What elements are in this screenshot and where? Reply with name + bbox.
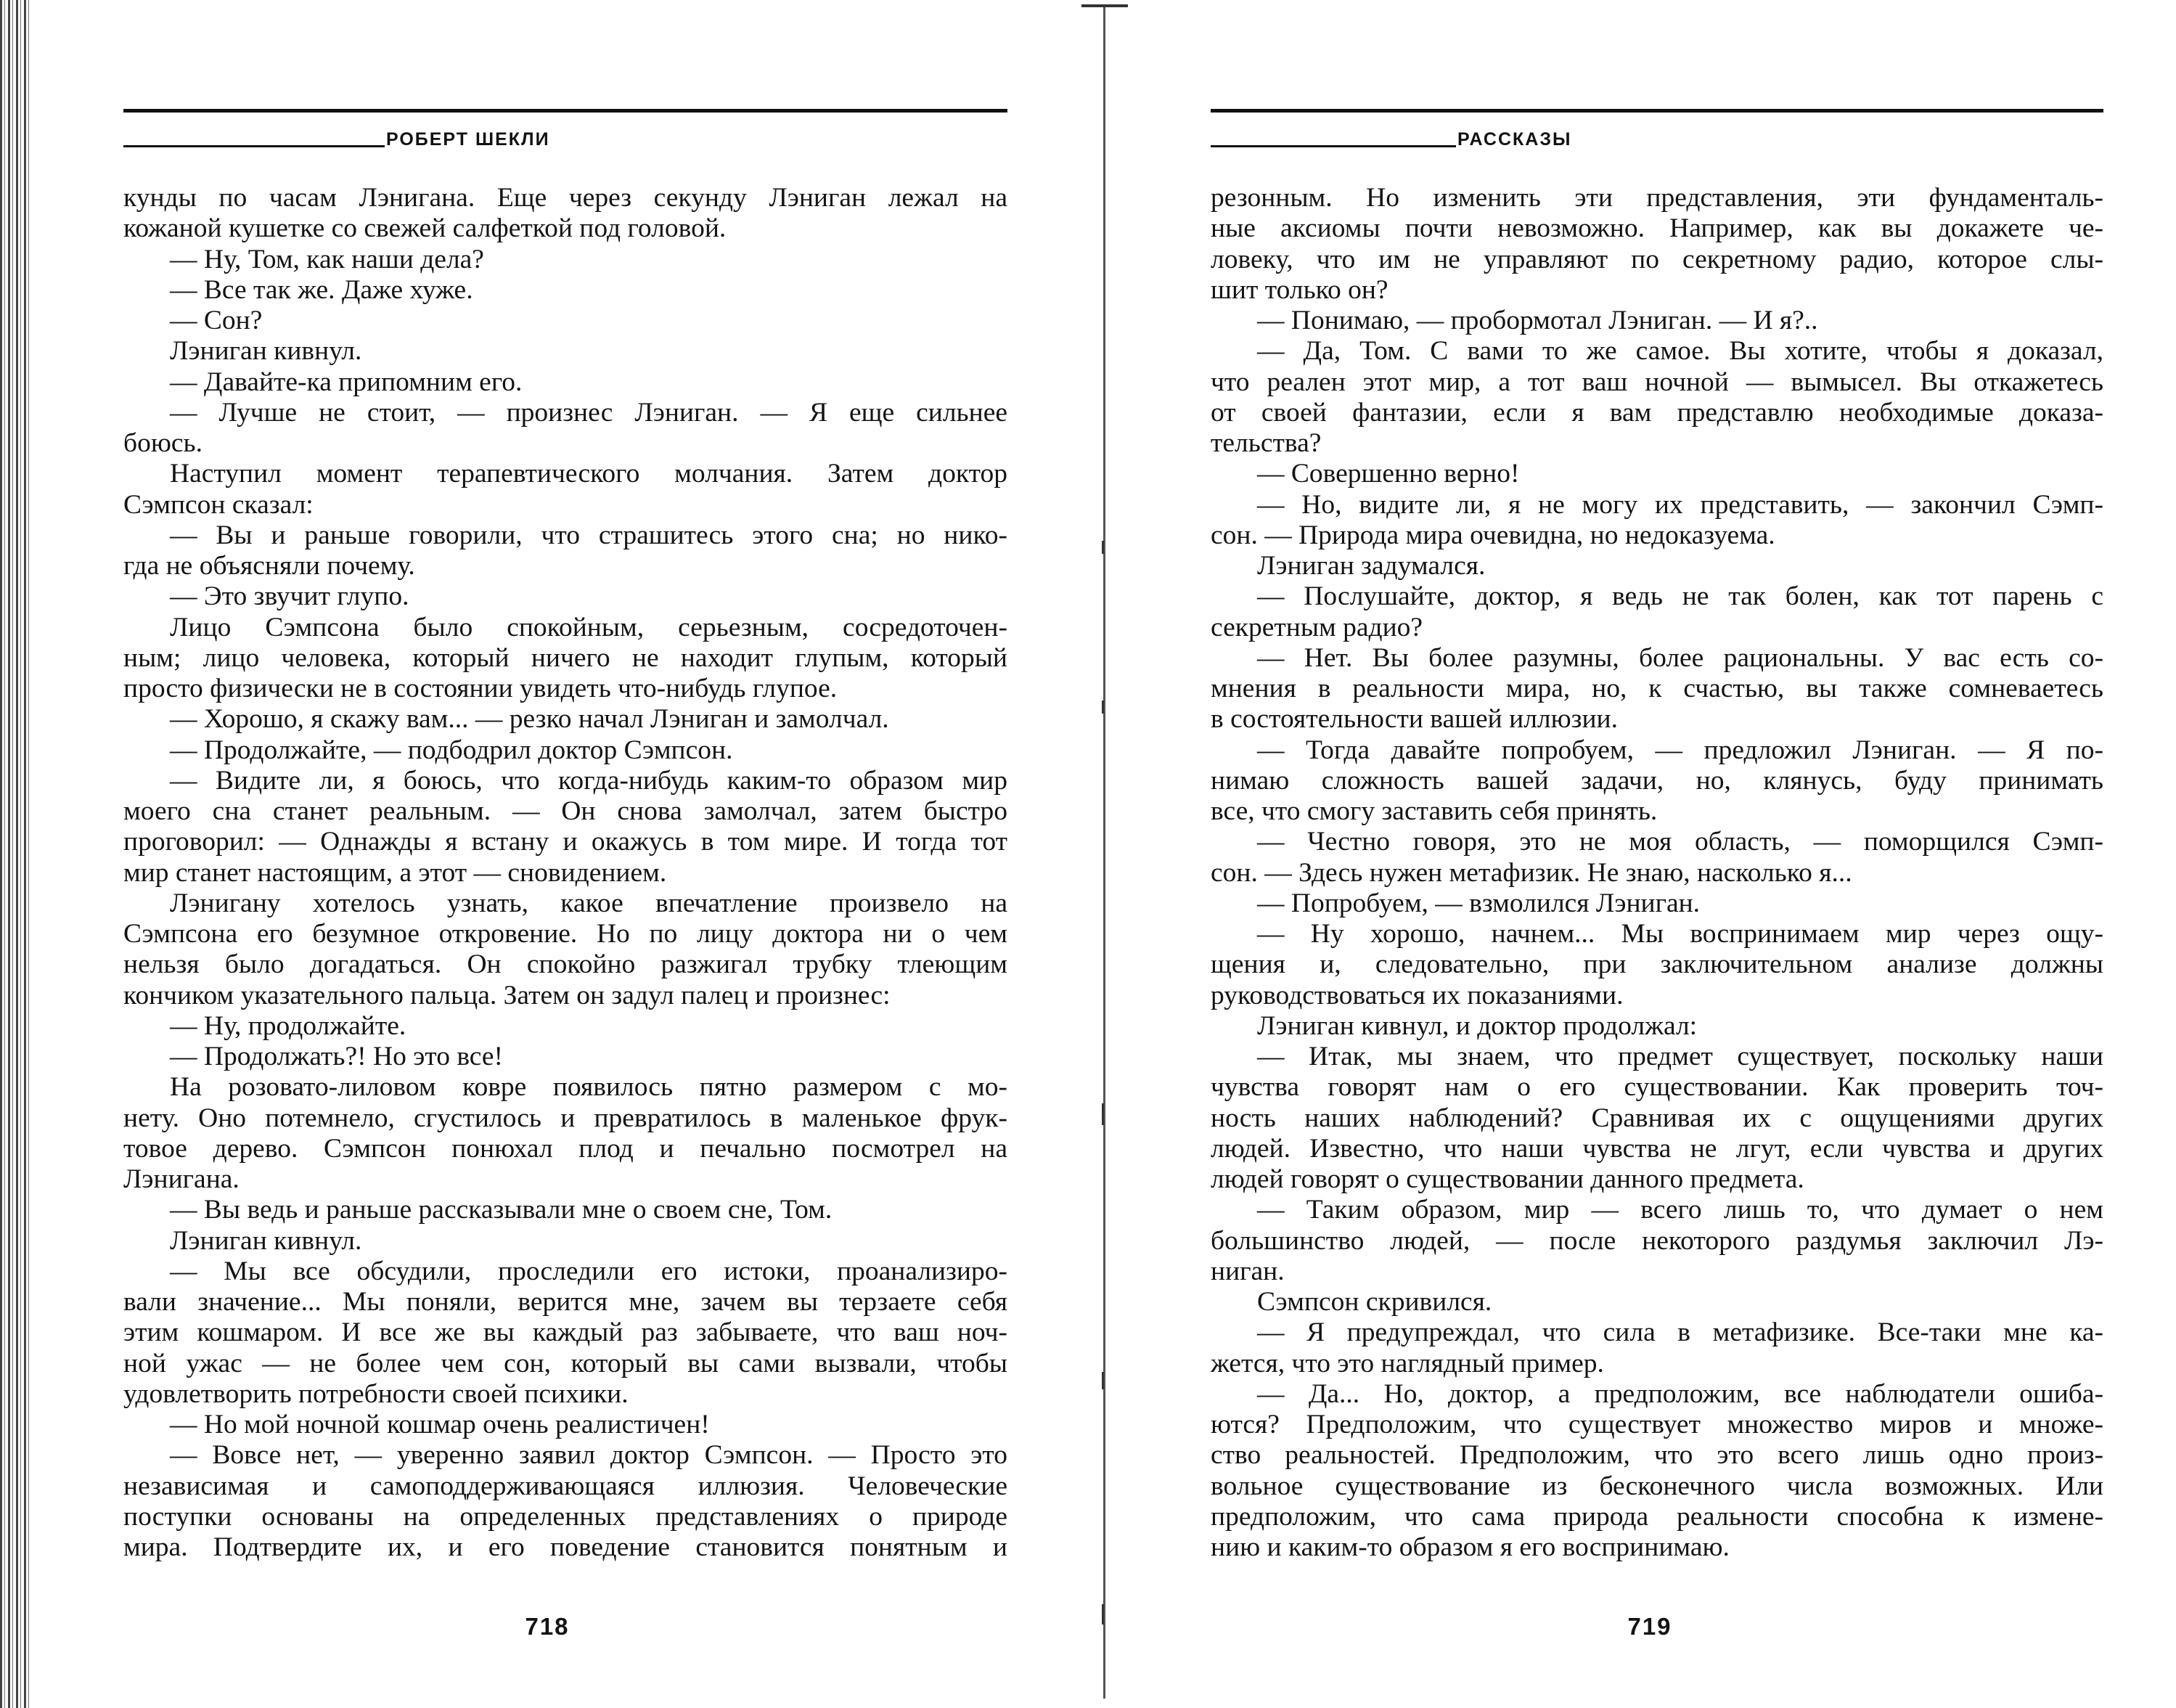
running-head-author: РОБЕРТ ШЕКЛИ [386, 129, 550, 150]
text-line: проговорил: — Однажды я встану и окажусь в том мире. И тогда тот [123, 827, 1007, 857]
text-line: — Послушайте, доктор, я ведь не так болен, как тот парень с [1257, 581, 2103, 612]
text-line: Лэниган кивнул. [170, 1225, 362, 1256]
text-line: чувства говорят нам о его существовании. Как проверить точ- [1211, 1072, 2103, 1103]
text-line: — Сон? [170, 306, 263, 335]
text-line: резонным. Но изменить эти представления, эти фундаменталь- [1211, 183, 2103, 213]
text-line: — Нет. Вы более разумны, более рациональны. У вас есть со- [1257, 642, 2103, 673]
text-line: щения и, следовательно, при заключительном анализе должны [1211, 949, 2103, 980]
text-line: ство реальностей. Предположим, что это всего лишь одно произ- [1211, 1440, 2103, 1471]
gutter-speck [1102, 700, 1104, 714]
text-line: шит только он? [1211, 274, 1388, 305]
text-line: Лицо Сэмпсона было спокойным, серьезным, сосредоточен- [170, 612, 1007, 642]
text-line: удовлетворить потребности своей психики. [123, 1378, 629, 1409]
page-number: 719 [1627, 1613, 1672, 1640]
right-page [1211, 0, 2103, 1708]
gutter-speck [1102, 1372, 1104, 1389]
text-line: вольное существование из бесконечного числа возможных. Или [1211, 1471, 2103, 1501]
text-line: Лэниган кивнул. [170, 336, 362, 367]
gutter-speck [1102, 1604, 1104, 1625]
text-line: — Да... Но, доктор, а предположим, все наблюдатели ошиба- [1257, 1378, 2103, 1409]
text-line: — Да, Том. С вами то же самое. Вы хотите, чтобы я доказал, [1257, 336, 2103, 367]
gutter-fold-line [1103, 7, 1105, 1699]
text-line: Лэнигана. [123, 1164, 240, 1194]
text-line: — Продолжать?! Но это все! [170, 1042, 504, 1071]
text-line: ность наших наблюдений? Сравнивая их с ощущениями других [1211, 1103, 2103, 1133]
text-line: сон. — Здесь нужен метафизик. Не знаю, насколько я... [1211, 857, 1852, 888]
running-head [1211, 129, 2103, 154]
text-line: Наступил момент терапевтического молчания. Затем доктор [170, 459, 1007, 489]
text-line: жется, что это наглядный пример. [1211, 1348, 1604, 1378]
text-line: людей. Известно, что наши чувства не лгут, если чувства и других [1211, 1133, 2103, 1164]
text-line: — Ну, продолжайте. [170, 1010, 406, 1041]
running-head-leader-line [1211, 145, 1456, 147]
text-line: все, что смогу заставить себя принять. [1211, 796, 1658, 826]
text-line: ниган. [1211, 1256, 1285, 1286]
text-line: — Вы и раньше говорили, что страшитесь этого сна; но нико- [170, 520, 1007, 550]
text-line: — Вовсе нет, — уверенно заявил доктор Сэмпсон. — Просто это [170, 1440, 1007, 1471]
text-line: Сэмпсон сказал: [123, 489, 314, 520]
running-head [123, 129, 1007, 154]
text-line: ются? Предположим, что существует множество миров и множе- [1211, 1410, 2103, 1439]
gutter-speck [1102, 1103, 1104, 1125]
text-line: — Попробуем, — взмолился Лэниган. [1257, 888, 1701, 918]
text-line: — Вы ведь и раньше рассказывали мне о своем сне, Том. [170, 1195, 833, 1225]
text-line: руководствоваться их показаниями. [1211, 980, 1624, 1010]
text-line: — Мы все обсудили, проследили его истоки, проанализиро- [170, 1256, 1007, 1286]
running-head-leader-line [123, 145, 385, 147]
text-line: этим кошмаром. И все же вы каждый раз забываете, что ваш ноч- [123, 1317, 1007, 1348]
text-line: Сэмпсона его безумное откровение. Но по лицу доктора ни о чем [123, 919, 1007, 949]
text-line: — Понимаю, — пробормотал Лэниган. — И я?.. [1257, 306, 1818, 335]
text-line: — Честно говоря, это не моя область, — поморщился Сэмп- [1257, 827, 2103, 857]
text-line: Сэмпсон скривился. [1257, 1287, 1492, 1317]
text-line: — Я предупреждал, что сила в метафизике. Все-таки мне ка- [1257, 1317, 2103, 1348]
text-line: нимаю сложность вашей задачи, но, клянусь, буду принимать [1211, 765, 2103, 796]
text-line: предположим, что сама природа реальности способна к измене- [1211, 1501, 2103, 1532]
text-line: — Это звучит глупо. [170, 581, 409, 612]
text-line: большинство людей, — после некоторого раздумья заключил Лэ- [1211, 1225, 2103, 1256]
text-line: мнения в реальности мира, но, к счастью, вы также сомневаетесь [1211, 674, 2103, 703]
text-line: мира. Подтвердите их, и его поведение становится понятным и [123, 1532, 1007, 1562]
text-line: нию и каким-то образом я его воспринимаю. [1211, 1532, 1730, 1562]
text-line: — Все так же. Даже хуже. [170, 274, 473, 305]
text-line: независимая и самоподдерживающаяся иллюзия. Человеческие [123, 1471, 1007, 1501]
text-line: ной ужас — не более чем сон, который вы сами вызвали, чтобы [123, 1348, 1007, 1378]
text-line: ловеку, что им не управляют по секретному радио, которое слы- [1211, 244, 2103, 274]
text-line: — Лучше не стоит, — произнес Лэниган. — Я еще сильнее [170, 397, 1007, 428]
text-line: — Тогда давайте попробуем, — предложил Лэниган. — Я по- [1257, 735, 2103, 765]
text-line: — Но, видите ли, я не могу их представить, — закончил Сэмп- [1257, 489, 2103, 520]
text-line: поступки основаны на определенных представлениях о природе [123, 1501, 1007, 1532]
text-line: секретным радио? [1211, 612, 1423, 642]
body-text [1211, 183, 2103, 1563]
text-line: людей говорят о существовании данного предмета. [1211, 1164, 1804, 1194]
text-line: Лэниган кивнул, и доктор продолжал: [1257, 1010, 1698, 1041]
text-line: что реален этот мир, а тот ваш ночной — вымысел. Вы откажетесь [1211, 367, 2103, 397]
text-line: боюсь. [123, 428, 203, 458]
text-line: просто физически не в состоянии увидеть что-нибудь глупое. [123, 674, 838, 703]
text-line: товое дерево. Сэмпсон понюхал плод и печально посмотрел на [123, 1133, 1007, 1164]
text-line: нельзя было догадаться. Он спокойно разжигал трубку тлеющим [123, 949, 1007, 980]
text-line: На розовато-лиловом ковре появилось пятно размером с мо- [170, 1072, 1007, 1103]
book-spine-edge [0, 0, 29, 1708]
text-line: кончиком указательного пальца. Затем он задул палец и произнес: [123, 980, 891, 1010]
text-line: — Хорошо, я скажу вам... — резко начал Лэниган и замолчал. [170, 704, 889, 735]
header-rule [1211, 109, 2103, 113]
text-line: — Ну, Том, как наши дела? [170, 244, 484, 274]
text-line: ным; лицо человека, который ничего не находит глупым, который [123, 642, 1007, 673]
header-rule [123, 109, 1007, 113]
text-line: ные аксиомы почти невозможно. Например, как вы докажете че- [1211, 213, 2103, 244]
text-line: сон. — Природа мира очевидна, но недоказуема. [1211, 520, 1775, 550]
text-line: Лэниган задумался. [1257, 551, 1486, 581]
text-line: кожаной кушетке со свежей салфеткой под головой. [123, 213, 727, 244]
gutter-speck [1102, 541, 1104, 554]
text-line: — Таким образом, мир — всего лишь то, что думает о нем [1257, 1195, 2103, 1225]
text-line: — Итак, мы знаем, что предмет существует, поскольку наши [1257, 1042, 2103, 1071]
text-line: в состоятельности вашей иллюзии. [1211, 704, 1618, 735]
text-line: нету. Оно потемнело, сгустилось и превратилось в маленькое фрук- [123, 1103, 1007, 1133]
text-line: Лэнигану хотелось узнать, какое впечатление произвело на [170, 888, 1007, 918]
left-page [123, 0, 1007, 1708]
text-line: — Давайте-ка припомним его. [170, 367, 523, 397]
text-line: — Но мой ночной кошмар очень реалистичен! [170, 1410, 710, 1439]
text-line: — Ну хорошо, начнем... Мы воспринимаем мир через ощу- [1257, 919, 2103, 949]
text-line: от своей фантазии, если я вам представлю необходимые доказа- [1211, 397, 2103, 428]
body-text [123, 183, 1007, 1563]
text-line: вали значение... Мы поняли, верится мне, зачем вы терзаете себя [123, 1287, 1007, 1317]
text-line: моего сна станет реальным. — Он снова замолчал, затем быстро [123, 796, 1007, 826]
page-number: 718 [525, 1613, 570, 1640]
running-head-section: РАССКАЗЫ [1457, 129, 1572, 150]
text-line: — Совершенно верно! [1257, 459, 1520, 489]
text-line: кунды по часам Лэнигана. Еще через секунду Лэниган лежал на [123, 183, 1007, 213]
text-line: — Продолжайте, — подбодрил доктор Сэмпсон. [170, 735, 733, 765]
text-line: мир станет настоящим, а этот — сновидением. [123, 857, 667, 888]
text-line: тельства? [1211, 428, 1322, 458]
text-line: гда не объясняли почему. [123, 551, 415, 581]
text-line: — Видите ли, я боюсь, что когда-нибудь каким-то образом мир [170, 765, 1007, 796]
